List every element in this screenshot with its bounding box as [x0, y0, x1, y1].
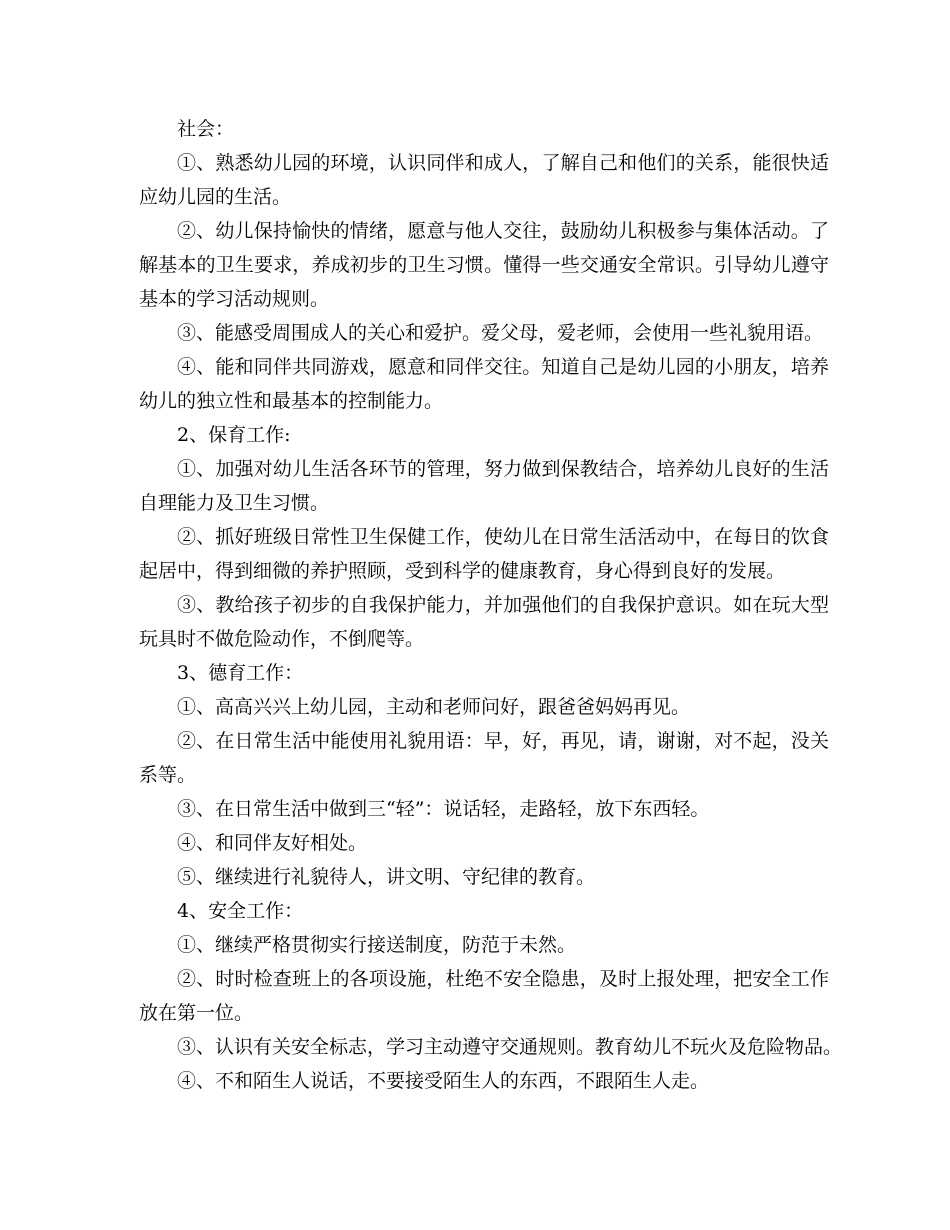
- document-body: [139, 112, 843, 1098]
- paragraph: ③、教给孩子初步的自我保护能力，并加强他们的自我保护意识。如在玩大型玩具时不做危险动作，不倒爬等。: [139, 594, 829, 650]
- paragraph: ①、熟悉幼儿园的环境，认识同伴和成人，了解自己和他们的关系，能很快适应幼儿园的生活。: [139, 152, 829, 208]
- paragraph: ④、不和陌生人说话，不要接受陌生人的东西，不跟陌生人走。: [177, 1070, 710, 1092]
- paragraph: ④、能和同伴共同游戏，愿意和同伴交往。知道自己是幼儿园的小朋友，培养幼儿的独立性和最基本的控制能力。: [139, 356, 829, 412]
- paragraph: ①、继续严格贯彻实行接送制度，防范于未然。: [177, 934, 577, 956]
- paragraph: ④、和同伴友好相处。: [177, 832, 368, 854]
- paragraph-heading-safety: 4、安全工作：: [177, 900, 304, 922]
- paragraph-heading-moral: 3、德育工作：: [177, 662, 304, 684]
- paragraph-heading-social: 社会：: [177, 118, 235, 140]
- paragraph: ①、加强对幼儿生活各环节的管理，努力做到保教结合，培养幼儿良好的生活自理能力及卫生习惯。: [139, 458, 829, 514]
- paragraph: ③、能感受周围成人的关心和爱护。爱父母，爱老师，会使用一些礼貌用语。: [177, 322, 824, 344]
- paragraph: ②、抓好班级日常性卫生保健工作，使幼儿在日常生活活动中，在每日的饮食起居中，得到细微的养护照顾，受到科学的健康教育，身心得到良好的发展。: [139, 526, 829, 582]
- paragraph: ③、认识有关安全标志，学习主动遵守交通规则。教育幼儿不玩火及危险物品。: [177, 1036, 843, 1058]
- paragraph: ①、高高兴兴上幼儿园，主动和老师问好，跟爸爸妈妈再见。: [177, 696, 691, 718]
- paragraph: ⑤、继续进行礼貌待人，讲文明、守纪律的教育。: [177, 866, 596, 888]
- paragraph-heading-care: 2、保育工作:: [177, 424, 291, 446]
- paragraph: ②、在日常生活中能使用礼貌用语：早，好，再见，请，谢谢，对不起，没关系等。: [139, 730, 829, 786]
- paragraph: ②、幼儿保持愉快的情绪，愿意与他人交往，鼓励幼儿积极参与集体活动。了解基本的卫生要求，养成初步的卫生习惯。懂得一些交通安全常识。引导幼儿遵守基本的学习活动规则。: [139, 220, 829, 310]
- paragraph: ②、时时检查班上的各项设施，杜绝不安全隐患，及时上报处理，把安全工作放在第一位。: [139, 968, 829, 1024]
- paragraph: ③、在日常生活中做到三“轻”：说话轻，走路轻，放下东西轻。: [177, 798, 710, 820]
